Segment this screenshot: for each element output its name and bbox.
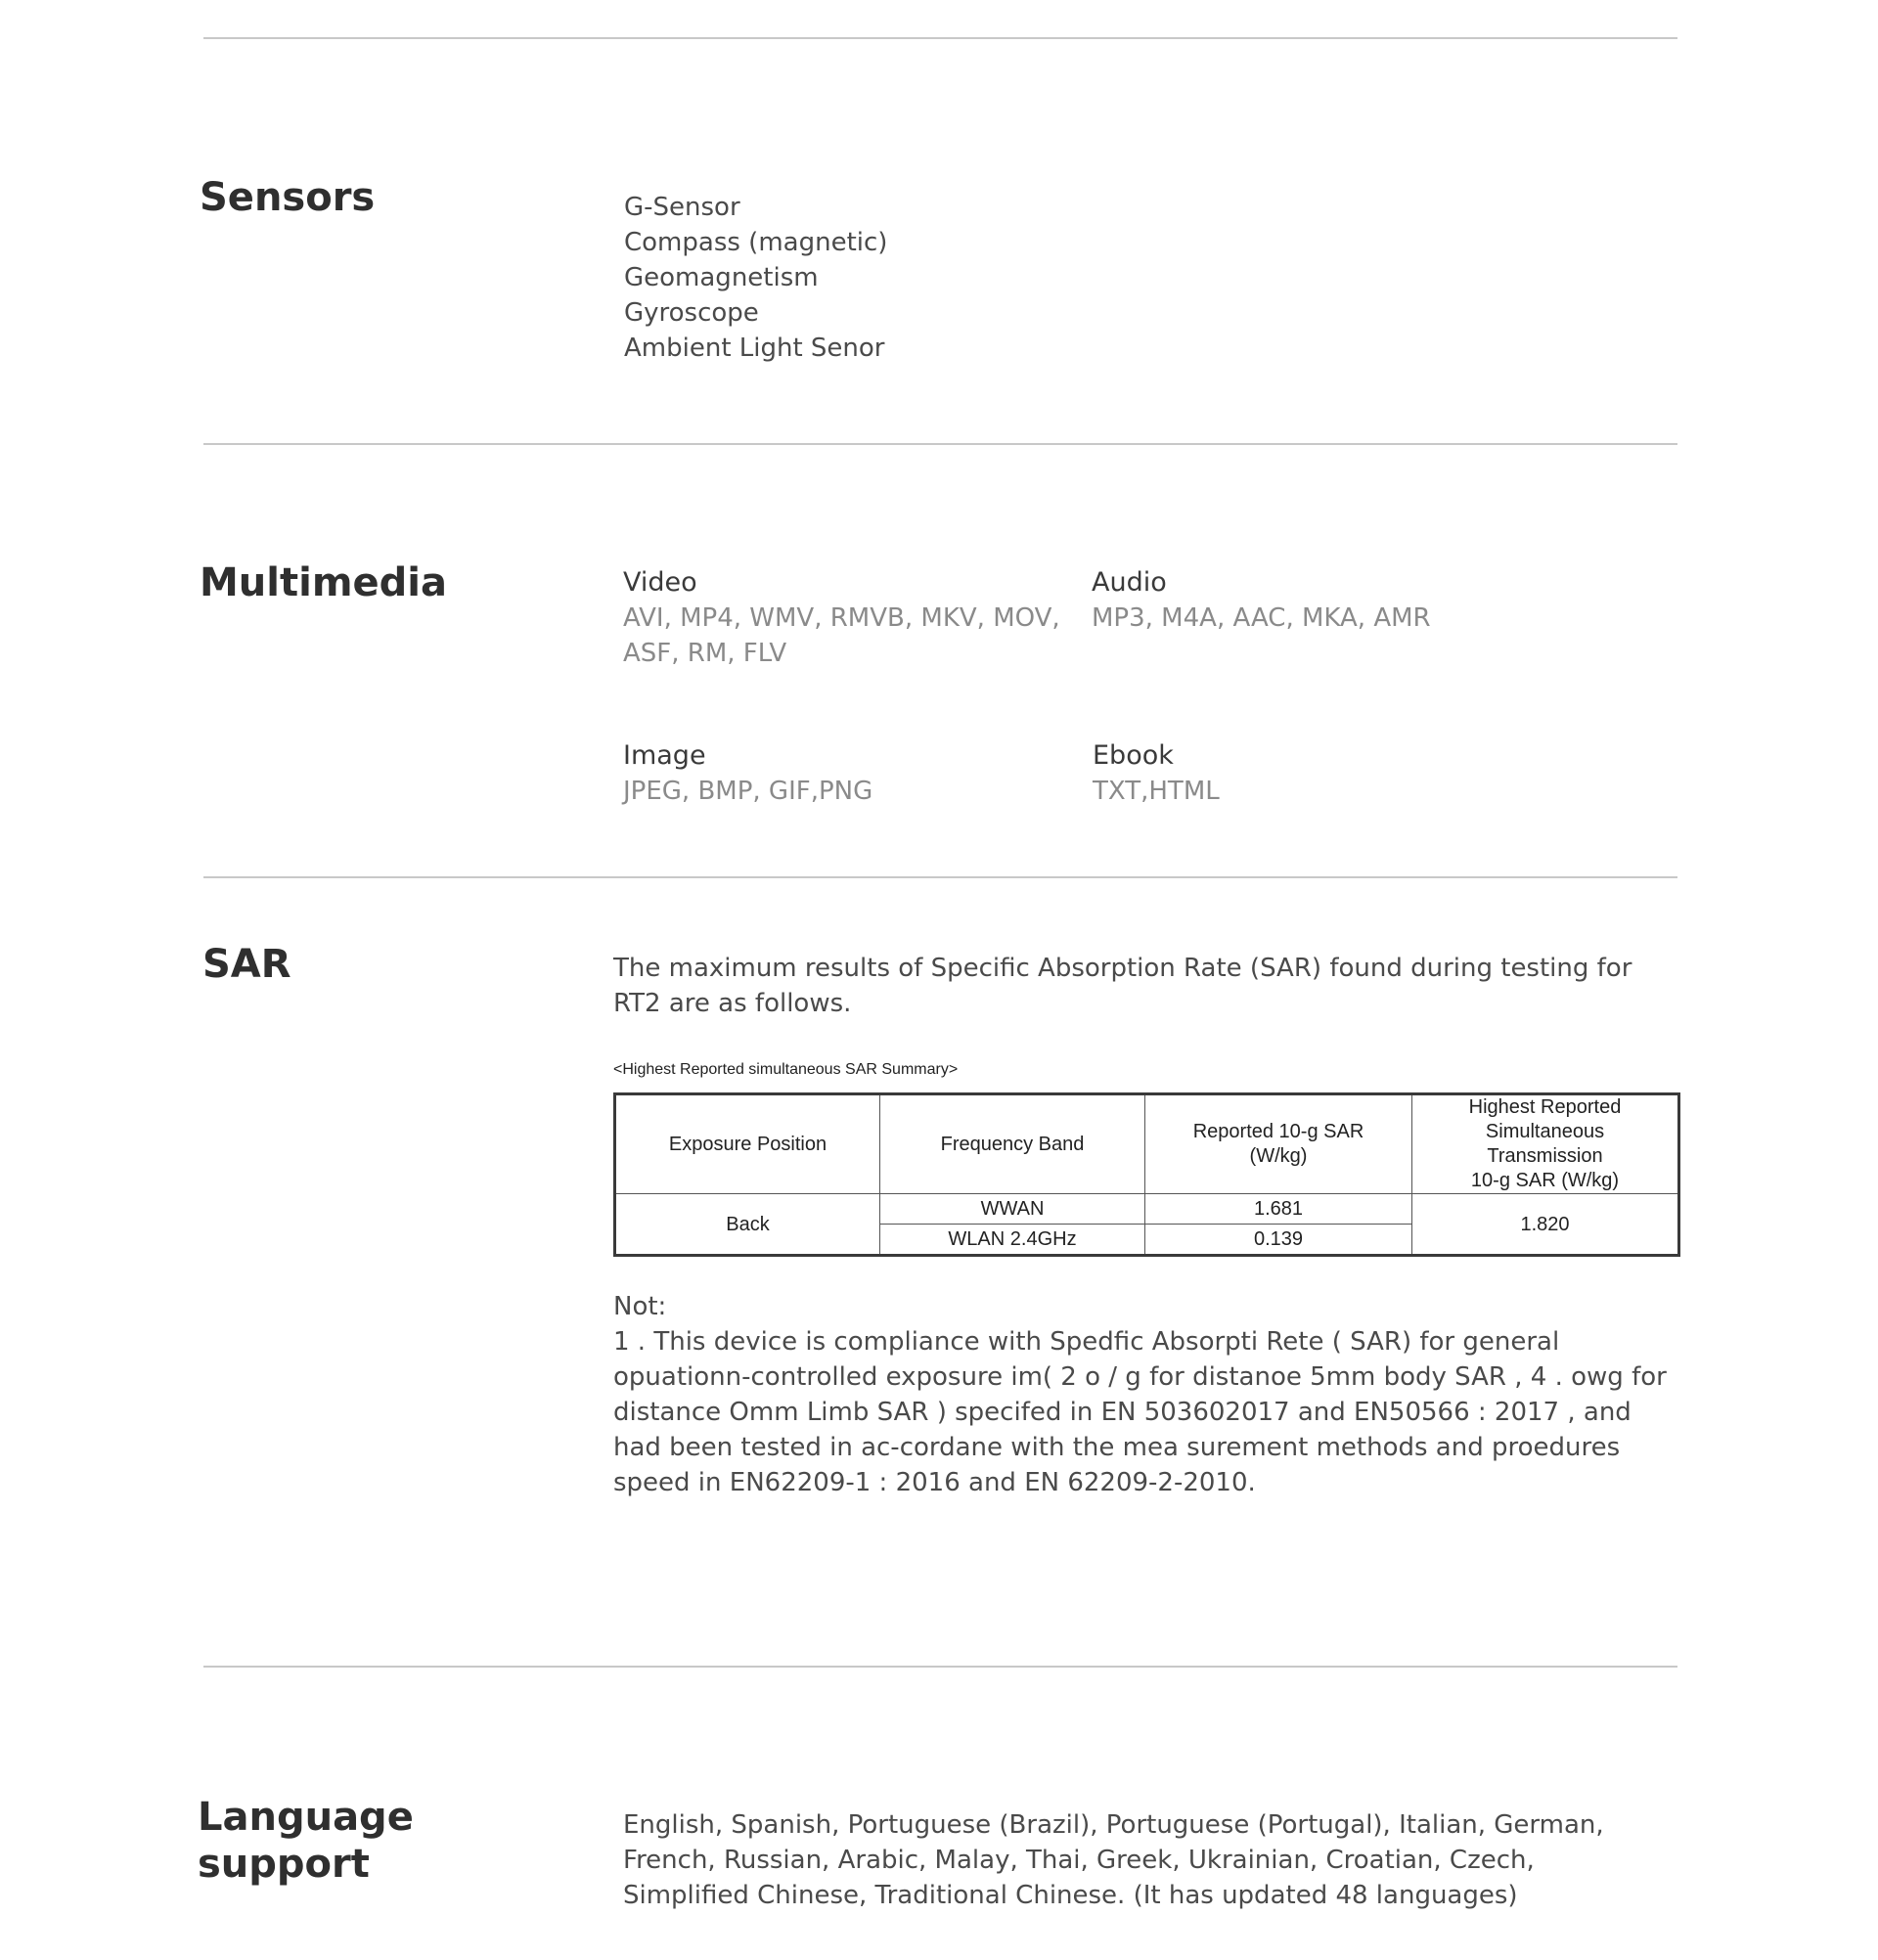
- list-item: Compass (magnetic): [624, 228, 888, 257]
- image-block: [623, 738, 1073, 809]
- language-title-line1: Language: [198, 1795, 414, 1840]
- header-reported-sar: [1145, 1094, 1412, 1194]
- list-item: G-Sensor: [624, 193, 740, 222]
- divider-sar: [203, 1666, 1677, 1668]
- cell-band-wlan: WLAN 2.4GHz: [880, 1225, 1145, 1256]
- ebook-block: [1093, 738, 1543, 809]
- sar-intro: The maximum results of Specific Absorption Rate (SAR) found during testing for RT2 are as follows.: [613, 954, 1632, 1018]
- language-list: English, Spanish, Portuguese (Brazil), Portuguese (Portugal), Italian, German, French, Russian, Arabic, Malay, Thai, Greek, Ukrainian, Croatian, Czech, Simplified Chinese, Traditional Chinese. (It has updated 48 languages): [623, 1810, 1604, 1910]
- cell-highest-sar: 1.820: [1412, 1194, 1679, 1256]
- language-title-line2: support: [198, 1842, 370, 1887]
- header-highest-sar: [1412, 1094, 1679, 1194]
- header-frequency-band: Frequency Band: [880, 1094, 1145, 1194]
- video-block: [623, 565, 1073, 671]
- sar-note: [613, 1289, 1679, 1500]
- table-row: [615, 1194, 1679, 1225]
- cell-sar-wlan: 0.139: [1145, 1225, 1412, 1256]
- divider-multimedia: [203, 876, 1677, 878]
- sar-table: [613, 1092, 1680, 1257]
- header-reported-sar-line1: Reported 10-g SAR: [1192, 1121, 1364, 1142]
- multimedia-title: Multimedia: [200, 560, 447, 605]
- table-header-row: [615, 1094, 1679, 1194]
- sar-title: SAR: [202, 942, 291, 987]
- cell-band-wwan: WWAN: [880, 1194, 1145, 1225]
- header-highest-line3: Transmission: [1487, 1145, 1603, 1167]
- divider-top: [203, 37, 1677, 39]
- image-formats: JPEG, BMP, GIF,PNG: [623, 777, 873, 806]
- video-formats: AVI, MP4, WMV, RMVB, MKV, MOV, ASF, RM, FLV: [623, 603, 1060, 668]
- cell-sar-wwan: 1.681: [1145, 1194, 1412, 1225]
- header-reported-sar-line2: (W/kg): [1249, 1145, 1308, 1167]
- list-item: Gyroscope: [624, 298, 759, 328]
- header-highest-line2: Simultaneous: [1485, 1121, 1605, 1142]
- list-item: Ambient Light Senor: [624, 334, 885, 363]
- sar-table-caption: <Highest Reported simultaneous SAR Summary>: [613, 1061, 959, 1078]
- header-highest-line1: Highest Reported: [1468, 1096, 1622, 1118]
- language-title: [198, 1794, 414, 1888]
- audio-label: Audio: [1092, 567, 1167, 598]
- divider-sensors: [203, 443, 1677, 445]
- ebook-label: Ebook: [1093, 740, 1174, 771]
- sensors-title: Sensors: [200, 175, 376, 220]
- cell-exposure-position: Back: [615, 1194, 880, 1256]
- sar-note-label: Not:: [613, 1292, 667, 1321]
- sensors-list: [624, 190, 887, 366]
- audio-block: [1092, 565, 1542, 636]
- image-label: Image: [623, 740, 706, 771]
- list-item: Geomagnetism: [624, 263, 819, 292]
- video-label: Video: [623, 567, 697, 598]
- header-exposure-position: Exposure Position: [615, 1094, 880, 1194]
- audio-formats: MP3, M4A, AAC, MKA, AMR: [1092, 603, 1431, 633]
- ebook-formats: TXT,HTML: [1093, 777, 1220, 806]
- sar-note-text: 1 . This device is compliance with Spedfic Absorpti Rete ( SAR) for general opuationn-controlled exposure im( 2 o / g for distanoe 5mm body SAR , 4 . owg for distance Omm Limb SAR ) specifed in EN 503602017 and EN50566 : 2017 , and had been tested in ac-cordane with the mea surement methods and proedures speed in EN62209-1 : 2016 and EN 62209-2-2010.: [613, 1327, 1667, 1497]
- header-highest-line4: 10-g SAR (W/kg): [1470, 1170, 1620, 1191]
